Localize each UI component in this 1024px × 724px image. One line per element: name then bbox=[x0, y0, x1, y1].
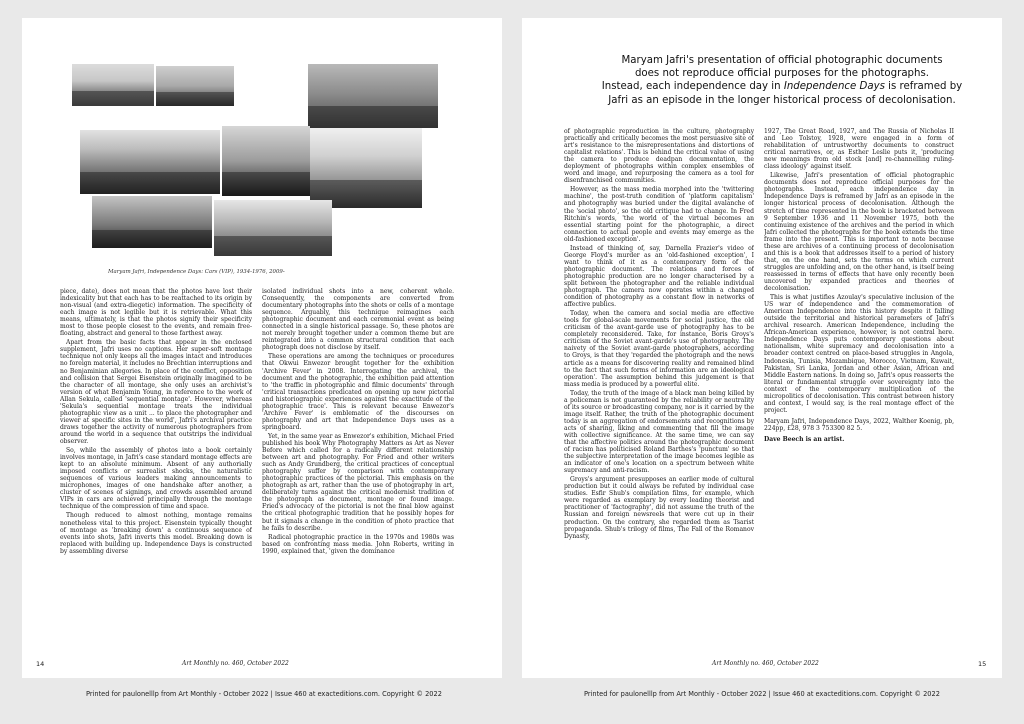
right-column-2 bbox=[764, 128, 954, 654]
photo-caption: Maryam Jafri, Independence Days: Cars (VIP), 1934-1976, 2009- bbox=[108, 269, 285, 275]
photo-vip-car bbox=[92, 196, 212, 248]
page-number: 15 bbox=[978, 660, 987, 668]
running-footer: Art Monthly no. 460, October 2022 bbox=[182, 660, 289, 667]
paragraph: Though reduced to almost nothing, montage remains nonetheless vital to this project. Eisenstein typically thought of montage as 'breaking down' a continuous sequence of events into shots, Jafri inverts this model. Breaking down is replaced with building up. Independence Days is constructed by assembling diverse bbox=[60, 512, 252, 555]
paragraph: Likewise, Jafri's presentation of official photographic documents does not reproduce official purposes for the photographs. Instead, each independence day in Independence Days is reframed by Jafri as an episode in the longer historical process of decolonisation. Although the stretch of time represented in the book is bracketed between 9 September 1936 and 11 November 1975, both the continuing existence of the archives and the period in which Jafri collected the photographs for the book extends the time frame into the present. This is important to note because these are archives of a continuing process of decolonisation and this is a book that addresses itself to a period of history that, on the one hand, sets the terms on which current struggles are unfolding and, on the other hand, is itself being reassessed in terms of effects that have only recently been uncovered by expanded practices and theories of decolonisation. bbox=[764, 172, 954, 293]
paragraph: These operations are among the techniques or procedures that Okwui Enwezor brought together for the exhibition 'Archive Fever' in 2008. Interrogating the archival, the document and the photographic, the exhibition paid attention to 'the traffic in photographic and filmic documents' through 'critical transactions predicated on opening up new pictorial and historiographic experiences against the exactitude of the photographic trace'. This is relevant because Enwezor's 'Archive Fever' is emblematic of the discourses on photography and art that Independence Days uses as a springboard. bbox=[262, 353, 454, 431]
photo-procession bbox=[214, 200, 332, 256]
pull-quote-line: Instead, each independence day in Independence Days is reframed by bbox=[601, 81, 963, 93]
pull-quote-line: does not reproduce official purposes for the photographs. bbox=[634, 68, 930, 80]
pull-quote bbox=[592, 54, 972, 107]
paragraph: Apart from the basic facts that appear in the enclosed supplement, Jafri uses no captions. Her super-soft montage technique not only keeps all the images intact and introduces no foreign material, it includes no Brechtian interruptions and no Benjaminian allegories. In place of the conflict, opposition and collision that Sergei Eisenstein originally imagined to be the character of all montage, she only uses an archivist's version of what Benjamin Young, in reference to the work of Allan Sekula, called 'sequential montage'. However, whereas 'Sekula's sequential montage treats the individual photographic view as a unit ... to place the photographer and viewer at specific sites in the world', Jafri's archival practice draws together the activity of numerous photographers from around the world in a sequence that outstrips the individual observer. bbox=[60, 339, 252, 445]
pull-quote-line: Maryam Jafri's presentation of official photographic documents bbox=[621, 55, 943, 66]
photo-car-crowd bbox=[222, 126, 310, 196]
paragraph: Radical photographic practice in the 1970s and 1980s was based on confronting mass media. John Roberts, writing in 1990, explained that, 'given the dominance bbox=[262, 533, 454, 555]
paragraph: piece, date), does not mean that the photos have lost their indexicality but that each has to be reattached to its origin by non-visual (and extra-diegetic) information. The specificity of each image is not legible but it is retrievable. What this means, ultimately, is that the photos signify their specificity most to those people closest to the events, and remain free-floating, abstract and general to those farthest away. bbox=[60, 288, 252, 338]
print-footer-right: Printed for paulonelllp from Art Monthly - October 2022 | Issue 460 at exacteditions.com. Copyright © 2022 bbox=[584, 690, 940, 698]
author-bio: Dave Beech is an artist. bbox=[764, 435, 845, 443]
paragraph: Today, the truth of the image of a black man being killed by a policeman is not guaranteed by the reliability or neutrality of its source or broadcasting company, nor is it carried by the image itself. Rather, the truth of the photographic document today is an aggregation of endorsements and recognitions by acts of sharing, liking and commenting that fill the image with collective significance. At the same time, we can say that the affective politics around the photographic document of racism has politicised Roland Barthes's 'punctum' so that the subjective interpretation of the image becomes legible as an indicator of one's location on a spectrum between white supremacy and anti-racism. bbox=[564, 389, 754, 475]
photo-ceremony bbox=[156, 66, 234, 106]
paragraph: Yet, in the same year as Enwezor's exhibition, Michael Fried published his book Why Photography Matters as Art as Never Before which called for a radically different relationship between art and photography. For Fried and other writers such as Andy Grundberg, the critical practices of conceptual photography suffer by comparison with contemporary photographic practices of the pictorial. This emphasis on the photograph as art, rather than the use of photography in art, deliberately turns against the critical modernist tradition of the photograph as document, montage or found image. Fried's advocacy of the pictorial is not the final blow against the critical photographic tradition that he possibly hopes for but it signals a change in the condition of photo practice that he fails to describe. bbox=[262, 432, 454, 532]
photo-motorcade-top bbox=[308, 64, 438, 128]
paragraph: of photographic reproduction in the culture, photography practically and critically becomes the most persuasive site of art's resistance to the misrepresentations and distortions of capitalist relations'. This is behind the critical value of using the camera to produce deadpan documentation, the deployment of photographs within complex ensembles of word and image, and repurposing the camera as a tool for disenfranchised communities. bbox=[564, 128, 754, 185]
print-footer-left: Printed for paulonelllp from Art Monthly - October 2022 | Issue 460 at exacteditions.com. Copyright © 2022 bbox=[86, 690, 442, 698]
photo-parade-right bbox=[310, 128, 422, 208]
paragraph: Instead of thinking of, say, Darnella Frazier's video of George Floyd's murder as an 'old-fashioned exception', I want to think of it as a contemporary form of the photographic document. The relations and forces of photographic production are no longer characterised by a split between the photographer and the reliable individual photograph. The camera now operates within a changed condition of photography as a constant flow in networks of affective publics. bbox=[564, 244, 754, 309]
photo-crowd-left bbox=[80, 130, 220, 194]
left-column-1 bbox=[60, 288, 252, 654]
photo-leader-speech bbox=[72, 64, 154, 106]
page-number: 14 bbox=[36, 660, 45, 668]
paragraph: This is what justifies Azoulay's speculative inclusion of the US war of independence and the commemoration of American Independence into this history despite it falling outside the territorial and historical parameters of Jafri's archival research. American Independence, including the African-American experience, however, is not central here. Independence Days puts contemporary questions about nationalism, white supremacy and decolonisation into a broader context centred on place-based struggles in Angola, Indonesia, Tunisia, Mozambique, Morocco, Vietnam, Kuwait, Pakistan, Sri Lanka, Jordan and other Asian, African and Middle Eastern nations. In doing so, Jafri's opus reasserts the literal or fundamental struggle over sovereignty into the context of the contemporary multiplication of the micropolitics of decolonisation. This contrast between history and context, I would say, is the real montage effect of the project. bbox=[764, 294, 954, 414]
paragraph: However, as the mass media morphed into the 'twittering machine', the post-truth condition of 'platform capitalism' and photography was buried under the digital avalanche of the 'social photo', so the old critique had to change. In Fred Ritchin's words, 'the world of the virtual becomes an essential starting point for the photographic, a direct connection to actual people and events may emerge as the old-fashioned exception'. bbox=[564, 186, 754, 243]
paragraph: So, while the assembly of photos into a book certainly involves montage, in Jafri's case standard montage effects are kept to an absolute minimum. Absent of any authorially imposed conflicts or surrealist shocks, the naturalistic sequences of various leaders making announcements to microphones, images of one handshake after another, a cluster of scenes of signings, and crowds assembled around VIPs in cars are achieved principally through the montage technique of the compression of time and space. bbox=[60, 447, 252, 511]
paragraph: Groys's argument presupposes an earlier mode of cultural production but it could always be refuted by individual case studies. Esfir Shub's compilation films, for example, which were regarded as exemplary by every leading theorist and practitioner of 'factography', did not assume the truth of the Russian and foreign newsreels that were cut up in their production. On the contrary, she regarded them as Tsarist propaganda. Shub's trilogy of films, The Fall of the Romanov Dynasty, bbox=[564, 476, 754, 540]
running-footer: Art Monthly no. 460, October 2022 bbox=[712, 660, 819, 667]
right-column-1 bbox=[564, 128, 754, 654]
paragraph: isolated individual shots into a new, coherent whole. Consequently, the components are converted from documentary photographs into the shots or cells of a montage sequence. Arguably, this technique reimagines each photographic document and each ceremonial event as being connected in a single historical passage. So, these photos are not merely brought together under a common theme but are reintegrated into a common structural condition that each photograph does not disclose by itself. bbox=[262, 288, 454, 352]
paragraph: 1927, The Great Road, 1927, and The Russia of Nicholas II and Leo Tolstoy, 1928, were engaged in a form of rehabilitation of untrustworthy documents to construct critical narratives, or, as Esther Leslie puts it, 'producing new meanings from old stock [and] re-channelling ruling-class ideology' against itself. bbox=[764, 128, 954, 171]
book-reference: Maryam Jafri, Independence Days, 2022, Walther Koenig, pb, 224pp, £28, 978 3 753300 82 5. bbox=[764, 417, 954, 432]
pull-quote-line: Jafri as an episode in the longer historical process of decolonisation. bbox=[608, 94, 956, 106]
right-page bbox=[522, 18, 1002, 678]
paragraph: Today, when the camera and social media are effective tools for global-scale movements for social justice, the old criticism of the avant-garde use of photography has to be completely reconsidered. Take, for instance, Boris Groys's criticism of the Soviet avant-garde's use of photography. The naivety of the Soviet avant-garde photographers, according to Groys, is that they 'regarded the photograph and the news article as a means for discovering reality and remained blind to the fact that such forms of information are an ideological operation'. The assumption behind this judgement is that mass media is produced by a powerful elite. bbox=[564, 310, 754, 388]
left-page bbox=[22, 18, 502, 678]
left-column-2 bbox=[262, 288, 454, 654]
